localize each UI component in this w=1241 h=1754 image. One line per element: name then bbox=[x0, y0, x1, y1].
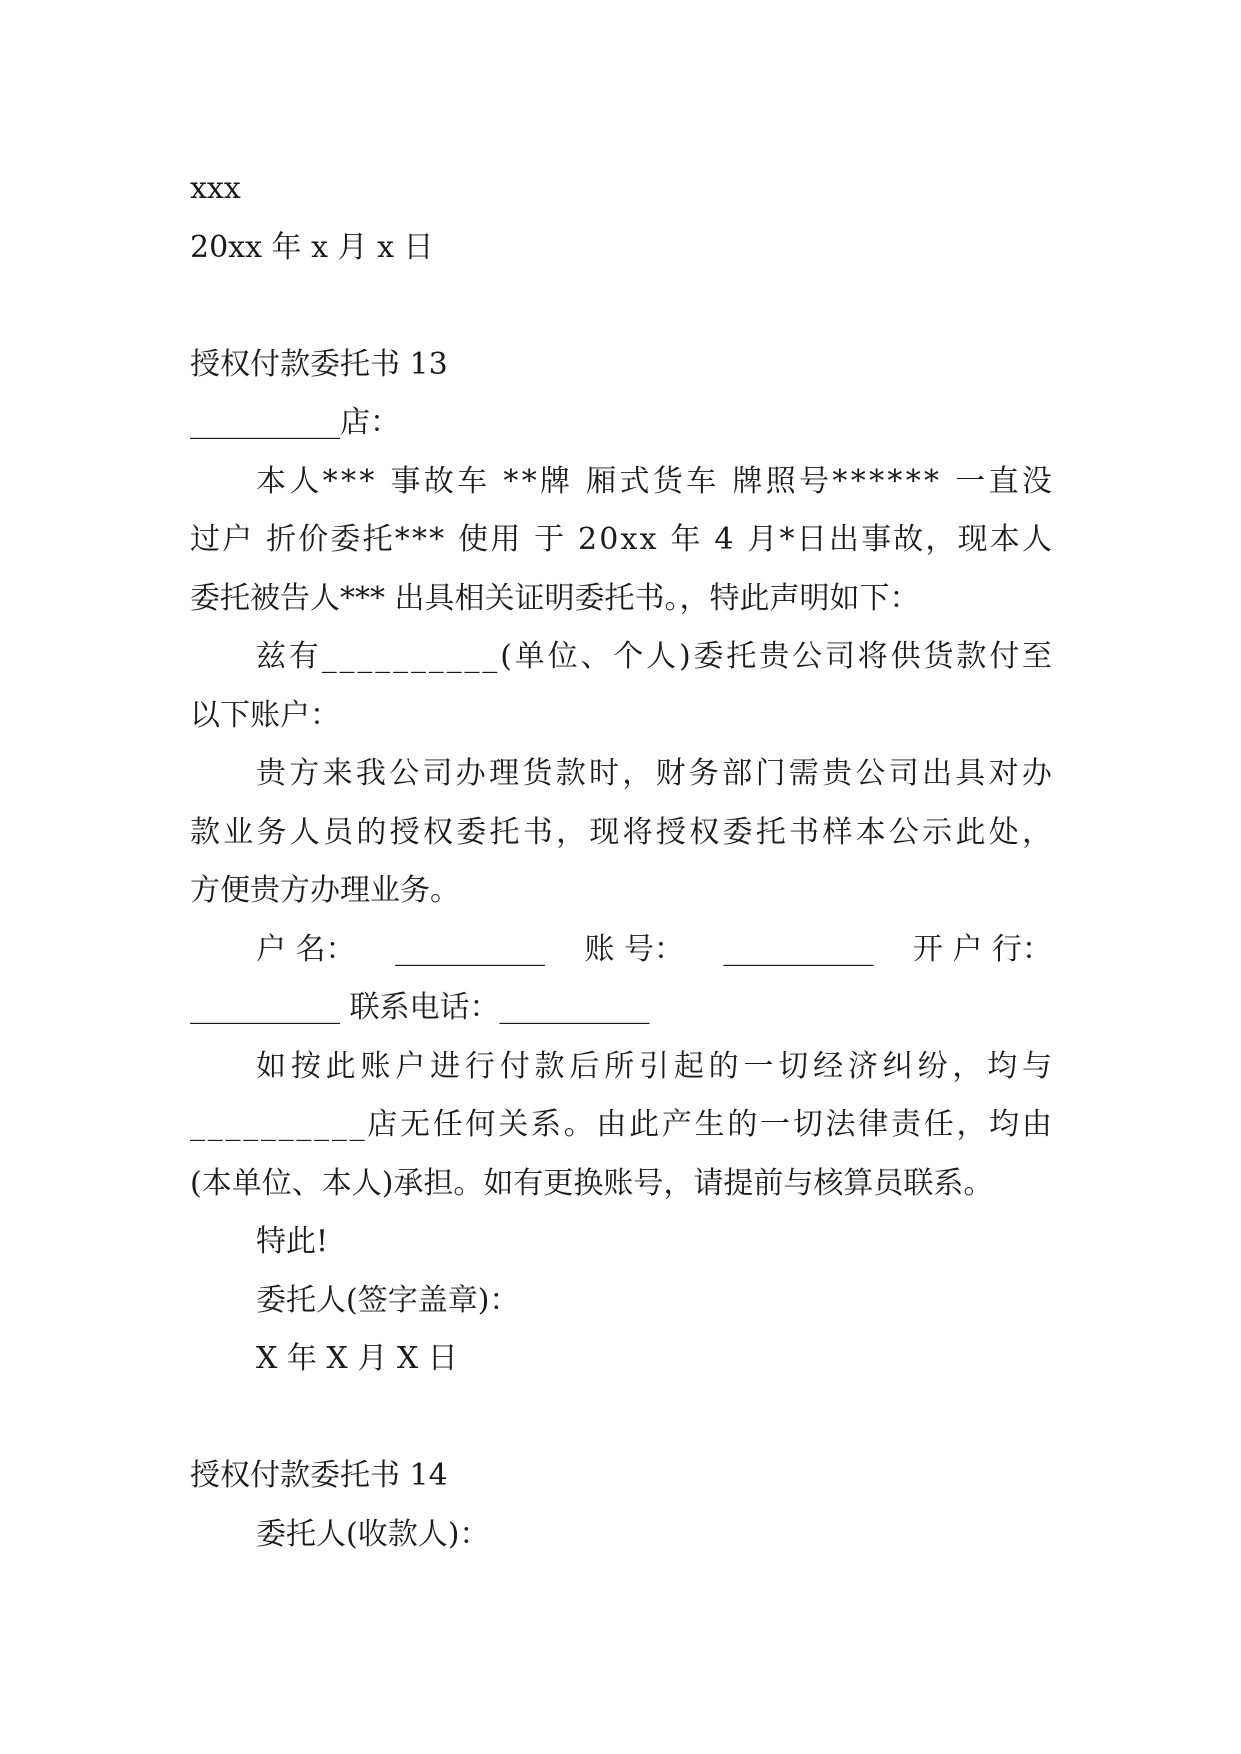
account-number-blank: __________ bbox=[723, 931, 874, 967]
bank-label: 开 户 行： bbox=[912, 931, 1052, 967]
paragraph-3-line: 款业务人员的授权委托书，现将授权委托书样本公示此处， bbox=[190, 814, 1056, 850]
paragraph-2-line: 以下账户： bbox=[190, 697, 340, 733]
payee-label: 委托人(收款人)： bbox=[256, 1516, 490, 1552]
signature-date: X 年 X 月 X 日 bbox=[256, 1341, 458, 1376]
spacer bbox=[190, 277, 1052, 336]
account-info-line bbox=[190, 921, 1052, 980]
paragraph-4-line: (本单位、本人)承担。如有更换账号，请提前与核算员联系。 bbox=[190, 1165, 994, 1201]
spacer bbox=[190, 1389, 1052, 1448]
paragraph-3-line: 贵方来我公司办理货款时，财务部门需贵公司出具对办 bbox=[256, 756, 1056, 791]
paragraph-2-line: 兹有__________(单位、个人)委托贵公司将供货款付至 bbox=[256, 639, 1055, 674]
paragraph-4-line: 如按此账户进行付款后所引起的一切经济纠纷，均与 bbox=[256, 1048, 1057, 1084]
account-name-label: 户 名： bbox=[256, 931, 356, 967]
signature-label: 委托人(签字盖章)： bbox=[256, 1282, 520, 1318]
account-name-blank: __________ bbox=[395, 931, 545, 967]
document-body bbox=[190, 160, 1057, 1564]
signer-name: xxx bbox=[190, 171, 241, 206]
paragraph-1-line: 本人*** 事故车 **牌 厢式货车 牌照号****** 一直没 bbox=[256, 463, 1056, 499]
closing-text: 特此! bbox=[256, 1224, 329, 1259]
letter-14-title: 授权付款委托书 14 bbox=[190, 1458, 448, 1493]
header-date: 20xx 年 x 月 x 日 bbox=[190, 229, 434, 265]
letter-13-addressee: __________店： bbox=[190, 405, 400, 440]
paragraph-1-line: 过户 折价委托*** 使用 于 20xx 年 4 月*日出事故，现本人 bbox=[190, 522, 1055, 557]
paragraph-1-line: 委托被告人*** 出具相关证明委托书。，特此声明如下： bbox=[190, 580, 920, 616]
paragraph-4-line: __________店无任何关系。由此产生的一切法律责任，均由 bbox=[190, 1107, 1055, 1142]
paragraph-3-line: 方便贵方办理业务。 bbox=[190, 873, 460, 908]
account-number-label: 账 号： bbox=[584, 931, 684, 967]
account-info-line-2: __________ 联系电话：__________ bbox=[190, 990, 650, 1025]
letter-13-title: 授权付款委托书 13 bbox=[190, 346, 448, 382]
